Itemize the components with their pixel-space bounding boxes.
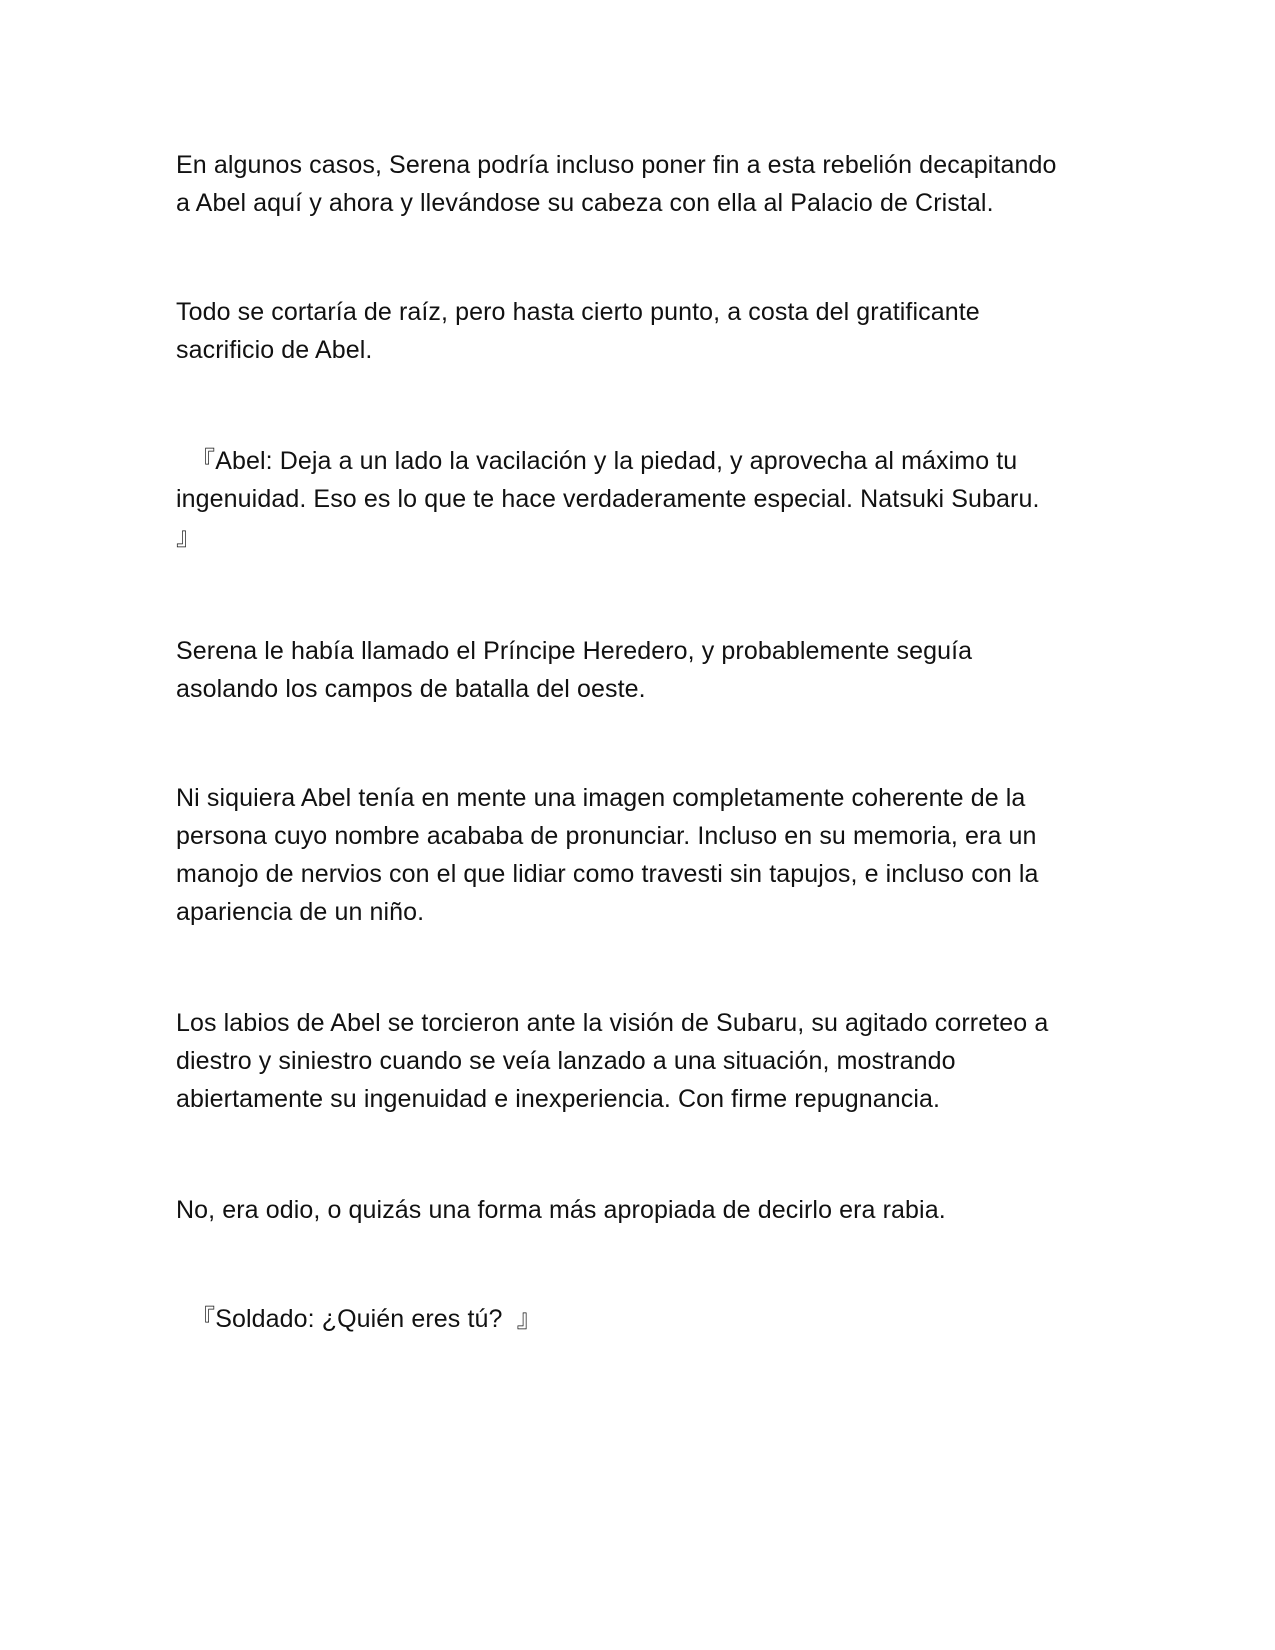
paragraph-7: No, era odio, o quizás una forma más apropiada de decirlo era rabia. [176, 1196, 946, 1224]
paragraph-6: Los labios de Abel se torcieron ante la visión de Subaru, su agitado correteo a diestro y siniestro cuando se veía lanzado a una situación, mostrando abiertamente su ingenuidad e inexperiencia. Con firme repugnancia. [176, 1009, 1049, 1113]
paragraph-1: En algunos casos, Serena podría incluso poner fin a esta rebelión decapitando a Abel aquí y ahora y llevándose su cabeza con ella al Palacio de Cristal. [176, 151, 1057, 217]
dialogue-soldado: 『Soldado: ¿Quién eres tú? 』 [176, 1305, 542, 1333]
paragraph-4: Serena le había llamado el Príncipe Heredero, y probablemente seguía asolando los campos de batalla del oeste. [176, 637, 973, 703]
paragraph-5: Ni siquiera Abel tenía en mente una imagen completamente coherente de la persona cuyo nombre acababa de pronunciar. Incluso en su memoria, era un manojo de nervios con el que lidiar como travesti sin tapujos, e incluso con la apariencia de un niño. [176, 784, 1039, 926]
dialogue-abel: 『Abel: Deja a un lado la vacilación y la piedad, y aprovecha al máximo tu ingenuidad. Eso es lo que te hace verdaderamente especial. Natsuki Subaru. 』 [176, 447, 1040, 551]
paragraph-2: Todo se cortaría de raíz, pero hasta cierto punto, a costa del gratificante sacrificio de Abel. [176, 298, 980, 364]
